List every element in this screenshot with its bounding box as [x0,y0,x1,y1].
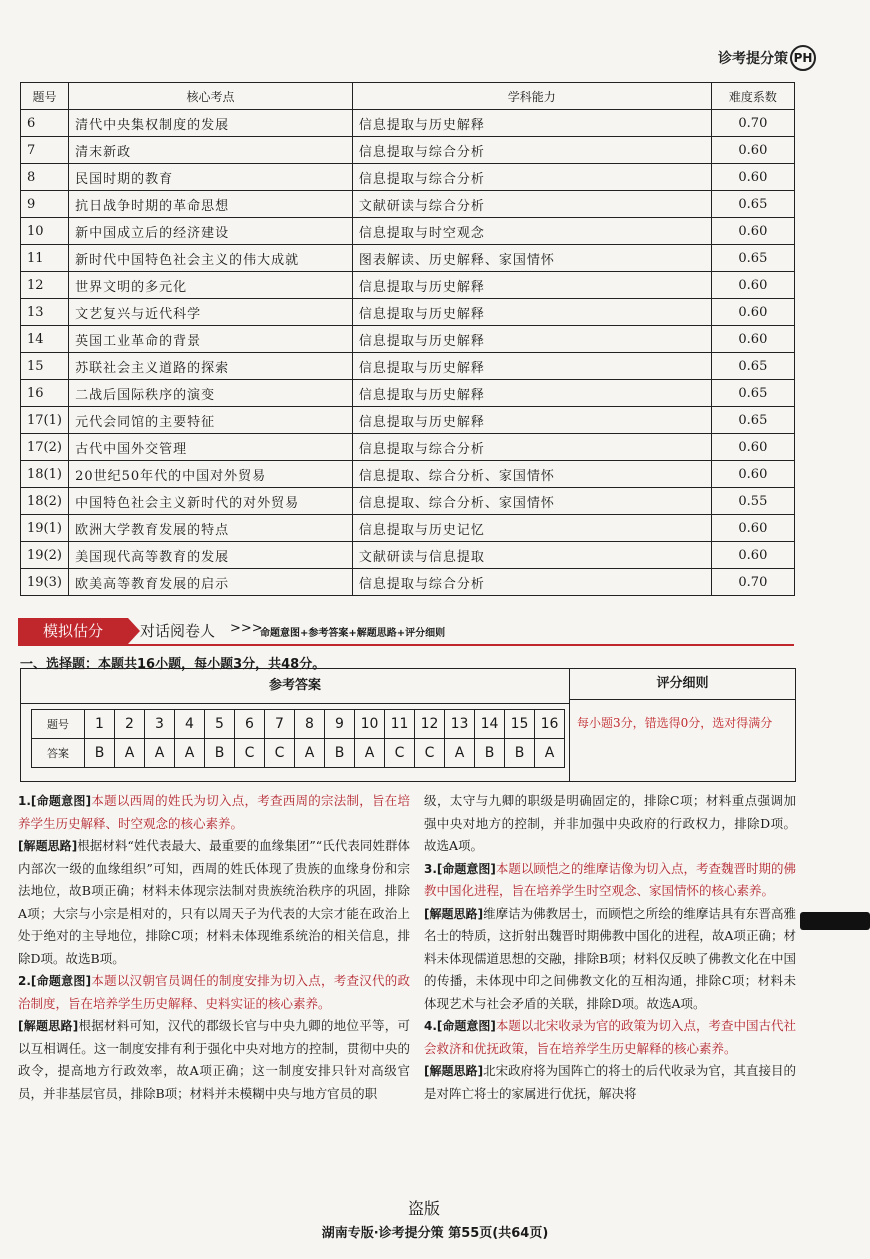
row-number: 13 [21,299,69,326]
q2-idea: 根据材料可知，汉代的郡级长官与中央九卿的地位平等，可以互相调任。这一制度安排有利于强化中央对地方的控制，贯彻中央的政令，提高地方行政效率，故A项正确；这一制度安排只针对高级官员，并非基层官员，排除B项；材料并未模糊中央与地方官员的职 [18,1018,410,1101]
row-ability: 信息提取与历史解释 [352,299,711,326]
col-header-topic: 核心考点 [69,83,353,110]
row-ability: 信息提取与综合分析 [352,434,711,461]
col-header-number: 题号 [21,83,69,110]
explanation-column-left [18,790,410,1105]
row-number: 11 [21,245,69,272]
row-difficulty: 0.60 [711,272,794,299]
table-row [21,407,795,434]
row-topic: 古代中国外交管理 [69,434,353,461]
row-topic: 欧洲大学教育发展的特点 [69,515,353,542]
watermark-stamp: 盗版 [408,1199,441,1218]
row-topic: 抗日战争时期的革命思想 [69,191,353,218]
answer-number: 10 [355,710,385,739]
row-topic: 20世纪50年代的中国对外贸易 [69,461,353,488]
section-title: 一、选择题：本题共16小题，每小题3分，共48分。 [20,657,326,672]
q3-intent: 本题以顾恺之的维摩诘像为切入点，考查魏晋时期的佛教中国化进程，旨在培养学生时空观念、家国情怀的核心素养。 [424,860,796,898]
row-ability: 信息提取与历史解释 [352,353,711,380]
row-number: 14 [21,326,69,353]
banner-title: 对话阅卷人 [140,622,216,640]
q1-intent-label: 1.[命题意图] [18,794,92,808]
row-topic: 二战后国际秩序的演变 [69,380,353,407]
table-row [21,272,795,299]
row-topic: 文艺复兴与近代科学 [69,299,353,326]
q2-intent: 本题以汉朝官员调任的制度安排为切入点，考查汉代的政治制度，旨在培养学生历史解释、史料实证的核心素养。 [18,973,410,1011]
q4-intent-label: 4.[命题意图] [424,1019,496,1033]
row-number: 16 [21,380,69,407]
answer-number: 9 [325,710,355,739]
q3-intent-label: 3.[命题意图] [424,861,496,876]
answer-number: 11 [385,710,415,739]
answer-number: 13 [445,710,475,739]
row-topic: 欧美高等教育发展的启示 [69,569,353,596]
row-ability: 文献研读与综合分析 [352,191,711,218]
row-number: 10 [21,218,69,245]
row-ability: 信息提取与时空观念 [352,218,711,245]
answer-number: 2 [115,710,145,739]
answer-number: 6 [235,710,265,739]
row-topic: 民国时期的教育 [69,164,353,191]
answer-letter: A [145,739,175,768]
row-ability: 信息提取、综合分析、家国情怀 [352,461,711,488]
table-row [21,110,795,137]
row-ability: 图表解读、历史解释、家国情怀 [352,245,711,272]
table-row [21,326,795,353]
row-number: 19(2) [21,542,69,569]
row-topic: 新时代中国特色社会主义的伟大成就 [69,245,353,272]
q1-idea: 根据材料“姓代表最大、最重要的血缘集团”“氏代表同姓群体内部次一级的血缘组织”可知，西周的姓氏体现了贵族的血缘身份和宗法地位，故B项正确；材料未体现宗法制对贵族统治秩序的巩固，排除A项；大宗与小宗是相对的，只有以周天子为代表的大宗才能在政治上处于绝对的主导地位，排除C项；材料未体现维系统治的相关信息，排除D项。故选B项。 [18,838,410,966]
row-difficulty: 0.70 [711,110,794,137]
row-ability: 信息提取与历史解释 [352,407,711,434]
answer-letter: A [115,739,145,768]
row-ability: 信息提取与历史解释 [352,272,711,299]
answer-number: 5 [205,710,235,739]
answer-letter: B [205,739,235,768]
row-topic: 清末新政 [69,137,353,164]
scribble-mark [800,912,870,930]
answer-number: 12 [415,710,445,739]
answer-header: 参考答案 [21,669,570,704]
row-topic: 世界文明的多元化 [69,272,353,299]
row-difficulty: 0.70 [711,569,794,596]
table-row [21,191,795,218]
row-difficulty: 0.60 [711,299,794,326]
answer-letter: A [535,739,565,768]
answer-letter: A [295,739,325,768]
row-difficulty: 0.65 [711,191,794,218]
row-ability: 信息提取与历史解释 [352,326,711,353]
answer-number: 15 [505,710,535,739]
row-number: 17(1) [21,407,69,434]
row-difficulty: 0.60 [711,515,794,542]
row-number: 19(1) [21,515,69,542]
answer-letter: C [235,739,265,768]
table-row [21,353,795,380]
q2-idea-label: [解题思路] [18,1019,79,1033]
table-row [21,137,795,164]
table-row [21,488,795,515]
table-row [21,515,795,542]
q4-idea-label: [解题思路] [424,1064,484,1078]
answer-letter: B [85,739,115,768]
q2-intent-label: 2.[命题意图] [18,974,92,988]
answer-number: 14 [475,710,505,739]
table-row [21,542,795,569]
row-topic: 元代会同馆的主要特征 [69,407,353,434]
answer-grid [31,709,565,768]
row-ability: 信息提取与历史解释 [352,380,711,407]
banner-tag: 模拟估分 [18,618,128,644]
answer-letter-label: 答案 [32,739,85,768]
row-topic: 苏联社会主义道路的探索 [69,353,353,380]
answer-number: 16 [535,710,565,739]
row-ability: 信息提取与综合分析 [352,569,711,596]
answer-letter: C [265,739,295,768]
row-difficulty: 0.65 [711,380,794,407]
q4-intent: 本题以北宋收录为官的政策为切入点，考查中国古代社会救济和优抚政策，旨在培养学生历史解释的核心素养。 [424,1018,796,1056]
row-ability: 信息提取、综合分析、家国情怀 [352,488,711,515]
answer-letter: B [475,739,505,768]
q1-idea-label: [解题思路] [18,839,78,853]
answer-number: 4 [175,710,205,739]
row-number: 6 [21,110,69,137]
answer-num-label: 题号 [32,710,85,739]
col-header-difficulty: 难度系数 [711,83,794,110]
answer-letter: A [445,739,475,768]
row-ability: 信息提取与综合分析 [352,164,711,191]
row-ability: 信息提取与综合分析 [352,137,711,164]
q2-idea-continued: 级，太守与九卿的职级是明确固定的，排除C项；材料重点强调加强中央对地方的控制，并非加强中央政府的行政权力，排除D项。故选A项。 [424,793,796,853]
knowledge-stats-table [20,82,795,596]
q4-idea: 北宋政府将为国阵亡的将士的后代收录为官，其直接目的是对阵亡将士的家属进行优抚，解决将 [424,1063,796,1101]
row-difficulty: 0.60 [711,164,794,191]
page-footer: 湖南专版·诊考提分策 第55页(共64页) [321,1226,549,1241]
table-row [21,218,795,245]
row-number: 9 [21,191,69,218]
row-topic: 英国工业革命的背景 [69,326,353,353]
row-difficulty: 0.60 [711,434,794,461]
answer-letter: B [325,739,355,768]
brand-logo-icon: PH [790,45,816,71]
row-number: 18(1) [21,461,69,488]
row-ability: 信息提取与历史记忆 [352,515,711,542]
row-ability: 信息提取与历史解释 [352,110,711,137]
section-banner [18,618,794,646]
table-row [21,299,795,326]
row-difficulty: 0.60 [711,137,794,164]
row-difficulty: 0.65 [711,353,794,380]
answer-number: 3 [145,710,175,739]
table-row [21,164,795,191]
row-difficulty: 0.60 [711,461,794,488]
banner-subtitle: 命题意图+参考答案+解题思路+评分细则 [260,628,446,639]
row-topic: 中国特色社会主义新时代的对外贸易 [69,488,353,515]
row-difficulty: 0.55 [711,488,794,515]
table-row [21,569,795,596]
table-row [21,380,795,407]
q3-idea: 维摩诘为佛教居士，而顾恺之所绘的维摩诘具有东晋高雅名士的特质，这折射出魏晋时期佛教中国化的进程，故A项正确；材料未体现儒道思想的交融，排除B项；材料仅反映了佛教文化在中国的传播，未体现中印之间佛教文化的互相沟通，排除C项；材料未体现艺术与社会矛盾的关联，排除D项。故选A项。 [424,905,796,1011]
row-number: 18(2) [21,488,69,515]
answer-box [20,668,796,782]
row-difficulty: 0.60 [711,218,794,245]
row-difficulty: 0.65 [711,407,794,434]
q1-intent: 本题以西周的姓氏为切入点，考查西周的宗法制，旨在培养学生历史解释、时空观念的核心素养。 [18,793,410,831]
row-topic: 美国现代高等教育的发展 [69,542,353,569]
row-difficulty: 0.65 [711,245,794,272]
q3-idea-label: [解题思路] [424,906,484,921]
score-rule: 每小题3分，错选得0分，选对得满分 [577,716,773,730]
row-number: 19(3) [21,569,69,596]
row-topic: 新中国成立后的经济建设 [69,218,353,245]
answer-number: 1 [85,710,115,739]
table-row [21,245,795,272]
answer-number: 8 [295,710,325,739]
col-header-ability: 学科能力 [352,83,711,110]
chevron-right-icon: >>> [230,621,263,636]
score-header: 评分细则 [570,669,795,700]
row-number: 15 [21,353,69,380]
divider [569,703,570,781]
answer-letter: C [415,739,445,768]
brand-title: 诊考提分策 [718,51,788,67]
table-row [21,461,795,488]
row-ability: 文献研读与信息提取 [352,542,711,569]
answer-letter: A [175,739,205,768]
table-row [21,434,795,461]
row-number: 8 [21,164,69,191]
row-topic: 清代中央集权制度的发展 [69,110,353,137]
row-number: 12 [21,272,69,299]
explanation-column-right [424,790,796,1105]
answer-number: 7 [265,710,295,739]
answer-letter: B [505,739,535,768]
row-number: 7 [21,137,69,164]
answer-letter: C [385,739,415,768]
row-difficulty: 0.60 [711,326,794,353]
row-number: 17(2) [21,434,69,461]
answer-letter: A [355,739,385,768]
row-difficulty: 0.60 [711,542,794,569]
